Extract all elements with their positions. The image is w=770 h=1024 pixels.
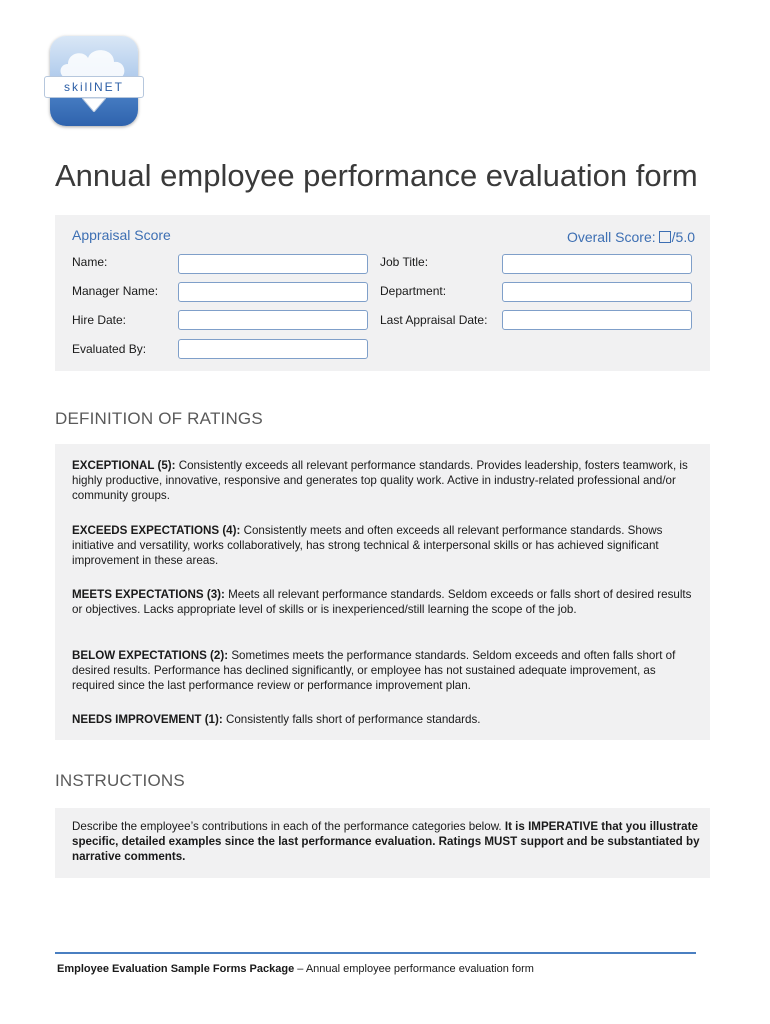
overall-score-prefix: Overall Score:: [566, 229, 656, 245]
evaluated-by-input[interactable]: [178, 339, 368, 359]
instructions-plain: Describe the employee’s contributions in each of the performance categories below.: [72, 820, 505, 833]
rating-text: Sometimes meets the performance standards. Seldom exceeds and often falls short of desired results. Performance has declined significantly, or employee has not sustained adequate improvement, as required since the last performance review or performance improvement plan.: [72, 649, 676, 692]
rating-exceeds-expectations: [72, 523, 700, 568]
instructions-text: [72, 819, 702, 864]
rating-term: EXCEEDS EXPECTATIONS (4):: [72, 524, 241, 537]
logo-wordmark: skillNET: [44, 76, 144, 98]
department-label: Department:: [380, 284, 447, 298]
manager-name-label: Manager Name:: [72, 284, 159, 298]
last-appraisal-date-label: Last Appraisal Date:: [380, 313, 488, 327]
rating-exceptional: [72, 458, 700, 503]
name-input[interactable]: [178, 254, 368, 274]
manager-name-input[interactable]: [178, 282, 368, 302]
rating-term: EXCEPTIONAL (5):: [72, 459, 176, 472]
instructions-heading: INSTRUCTIONS: [55, 771, 185, 790]
hire-date-input[interactable]: [178, 310, 368, 330]
rating-term: MEETS EXPECTATIONS (3):: [72, 588, 225, 601]
footer: [57, 963, 534, 975]
hire-date-label: Hire Date:: [72, 313, 127, 327]
ratings-panel: [55, 444, 710, 740]
rating-text: Meets all relevant performance standards. Seldom exceeds or falls short of desired results or objectives. Lacks appropriate level of skills or is inexperienced/still learning the scope of the job.: [72, 588, 692, 616]
rating-below-expectations: [72, 648, 700, 693]
footer-package-name: Employee Evaluation Sample Forms Package: [57, 963, 295, 975]
page-title: Annual employee performance evaluation form: [55, 158, 698, 193]
name-label: Name:: [72, 255, 108, 269]
footer-divider: [55, 952, 696, 954]
skillnet-logo: [44, 36, 144, 128]
last-appraisal-date-input[interactable]: [502, 310, 692, 330]
rating-text: Consistently meets and often exceeds all relevant performance standards. Shows initiative and versatility, works collaboratively, has strong technical & interpersonal skills or has achieved significant improvement in these areas.: [72, 524, 663, 567]
ratings-heading: DEFINITION OF RATINGS: [55, 409, 263, 428]
footer-form-name: – Annual employee performance evaluation form: [294, 963, 534, 975]
overall-score: [567, 229, 695, 245]
rating-text: Consistently falls short of performance standards.: [222, 713, 481, 726]
overall-score-suffix: /5.0: [671, 229, 695, 245]
job-title-input[interactable]: [502, 254, 692, 274]
down-arrow-icon: [82, 98, 106, 112]
rating-term: BELOW EXPECTATIONS (2):: [72, 649, 229, 662]
rating-text: Consistently exceeds all relevant performance standards. Provides leadership, fosters teamwork, is highly productive, innovative, responsive and generates top quality work. Active in industry-related professional and/or community groups.: [72, 459, 688, 502]
job-title-label: Job Title:: [380, 255, 429, 269]
instructions-emphasis: It is IMPERATIVE that you illustrate specific, detailed examples since the last performance evaluation. Ratings MUST support and be substantiated by narrative comments.: [72, 820, 700, 863]
rating-term: NEEDS IMPROVEMENT (1):: [72, 713, 223, 726]
evaluated-by-label: Evaluated By:: [72, 342, 147, 356]
department-input[interactable]: [502, 282, 692, 302]
score-checkbox[interactable]: [659, 231, 671, 243]
rating-meets-expectations: [72, 587, 700, 617]
rating-needs-improvement: [72, 712, 700, 727]
instructions-panel: [55, 808, 710, 878]
appraisal-panel: [55, 215, 710, 371]
appraisal-score-label: Appraisal Score: [72, 227, 171, 243]
